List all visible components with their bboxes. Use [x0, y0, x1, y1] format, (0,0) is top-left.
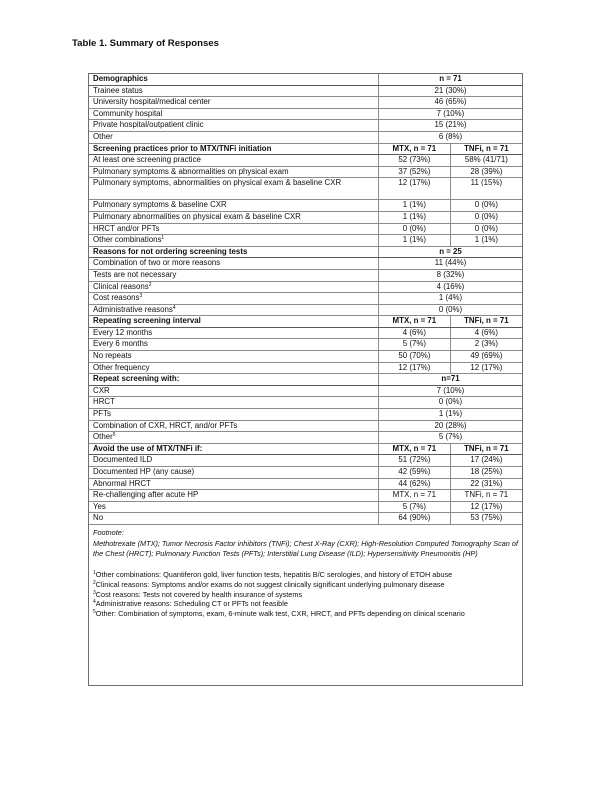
- section-header-demographics: [89, 74, 522, 85]
- section-header-avoid: [89, 443, 522, 455]
- table-row: [89, 281, 522, 293]
- row-label: Other combinations: [93, 235, 162, 245]
- mtx-value: 12 (17%): [379, 178, 451, 200]
- mtx-value: 64 (90%): [379, 513, 451, 525]
- table-row: [89, 178, 522, 200]
- row-label: Re-challenging after acute HP: [89, 490, 379, 502]
- table-row: [89, 120, 522, 132]
- row-value: 0 (0%): [379, 304, 523, 316]
- footnote-marker: 4: [93, 599, 96, 606]
- footnote-marker: 3: [93, 589, 96, 596]
- row-value: 46 (65%): [379, 97, 523, 109]
- mtx-value: 42 (59%): [379, 467, 451, 479]
- footnote-note: [93, 599, 518, 609]
- row-label: Cost reasons: [93, 293, 140, 303]
- mtx-value: 50 (70%): [379, 351, 451, 363]
- tnfi-value: 1 (1%): [450, 235, 522, 247]
- row-label: No repeats: [89, 351, 379, 363]
- row-label: Combination of CXR, HRCT, and/or PFTs: [89, 420, 379, 432]
- section-header-reasons: [89, 246, 522, 258]
- row-value: 4 (16%): [379, 281, 523, 293]
- tnfi-value: 58% (41/71): [450, 155, 522, 167]
- row-label: Other: [93, 432, 113, 442]
- table-row: [89, 490, 522, 502]
- table-row: [89, 513, 522, 525]
- tnfi-value: 49 (69%): [450, 351, 522, 363]
- mtx-value: 52 (73%): [379, 155, 451, 167]
- footnote-marker: 4: [172, 304, 176, 311]
- table-row: [89, 385, 522, 397]
- tnfi-value: 0 (0%): [450, 211, 522, 223]
- row-value: 5 (7%): [379, 432, 523, 444]
- mtx-value: 5 (7%): [379, 339, 451, 351]
- table-row: [89, 293, 522, 305]
- table-row: [89, 131, 522, 143]
- row-label: Other: [89, 131, 379, 143]
- tnfi-value: TNFi, n = 71: [450, 490, 522, 502]
- table-row: [89, 420, 522, 432]
- row-label: At least one screening practice: [89, 155, 379, 167]
- row-label: Private hospital/outpatient clinic: [89, 120, 379, 132]
- footnote-title: Footnote:: [93, 527, 124, 537]
- column-header-tnfi: TNFi, n = 71: [450, 143, 522, 155]
- row-label-cell: [89, 235, 379, 247]
- section-title: Demographics: [89, 74, 379, 85]
- table-row: [89, 235, 522, 247]
- row-value: 20 (28%): [379, 420, 523, 432]
- column-header-mtx: MTX, n = 71: [379, 316, 451, 328]
- tnfi-value: 17 (24%): [450, 455, 522, 467]
- footnote-text: Clinical reasons: Symptoms and/or exams do not suggest clinically significant underlying pulmonary disease: [95, 579, 445, 589]
- sample-size: n = 25: [379, 246, 523, 258]
- tnfi-value: 18 (25%): [450, 467, 522, 479]
- row-value: 15 (21%): [379, 120, 523, 132]
- tnfi-value: 0 (0%): [450, 223, 522, 235]
- table-row: [89, 339, 522, 351]
- row-label: Documented ILD: [89, 455, 379, 467]
- section-header-screening: [89, 143, 522, 155]
- mtx-value: 1 (1%): [379, 235, 451, 247]
- row-label: Community hospital: [89, 108, 379, 120]
- table-title: Table 1. Summary of Responses: [72, 38, 219, 49]
- tnfi-value: 0 (0%): [450, 200, 522, 212]
- section-header-interval: [89, 316, 522, 328]
- footnote-text: Other combinations: Quantiferon gold, liver function tests, hepatitis B/C serologies, and history of ETOH abuse: [95, 569, 453, 579]
- tnfi-value: 2 (3%): [450, 339, 522, 351]
- row-label: University hospital/medical center: [89, 97, 379, 109]
- row-label: Clinical reasons: [93, 281, 149, 291]
- row-label: Trainee status: [89, 85, 379, 97]
- footnote-text: Administrative reasons: Scheduling CT or PFTs not feasible: [95, 599, 288, 609]
- table-row: [89, 211, 522, 223]
- table-row: [89, 223, 522, 235]
- table-row: [89, 166, 522, 178]
- table-row: [89, 409, 522, 421]
- row-label: PFTs: [89, 409, 379, 421]
- footnote-marker: 2: [93, 579, 96, 586]
- footnote-note: [93, 609, 518, 619]
- mtx-value: 1 (1%): [379, 200, 451, 212]
- footnote-note: [93, 590, 518, 600]
- mtx-value: 4 (6%): [379, 327, 451, 339]
- row-label-cell: [89, 281, 379, 293]
- mtx-value: MTX, n = 71: [379, 490, 451, 502]
- table-row: [89, 108, 522, 120]
- footnote-marker: 5: [112, 432, 116, 439]
- row-label: Other frequency: [89, 362, 379, 374]
- mtx-value: 51 (72%): [379, 455, 451, 467]
- row-label: Combination of two or more reasons: [89, 258, 379, 270]
- table-row: [89, 455, 522, 467]
- table-row: [89, 432, 522, 444]
- table-row: [89, 304, 522, 316]
- tnfi-value: 12 (17%): [450, 501, 522, 513]
- row-label: Tests are not necessary: [89, 269, 379, 281]
- row-label: Pulmonary abnormalities on physical exam & baseline CXR: [89, 211, 379, 223]
- footnote-note: [93, 570, 518, 580]
- mtx-value: 44 (62%): [379, 478, 451, 490]
- sample-size: n=71: [379, 374, 523, 386]
- row-label: Pulmonary symptoms & baseline CXR: [89, 200, 379, 212]
- mtx-value: 0 (0%): [379, 223, 451, 235]
- row-label: Administrative reasons: [93, 304, 173, 314]
- row-label: CXR: [89, 385, 379, 397]
- table-row: [89, 200, 522, 212]
- row-value: 0 (0%): [379, 397, 523, 409]
- mtx-value: 37 (52%): [379, 166, 451, 178]
- footnote-text: Other: Combination of symptoms, exam, 6-minute walk test, CXR, HRCT, and PFTs depending on clinical scenario: [95, 609, 465, 619]
- table-row: [89, 97, 522, 109]
- row-value: 6 (8%): [379, 131, 523, 143]
- mtx-value: 12 (17%): [379, 362, 451, 374]
- responses-table: [89, 74, 522, 525]
- mtx-value: 1 (1%): [379, 211, 451, 223]
- section-title: Screening practices prior to MTX/TNFi initiation: [89, 143, 379, 155]
- section-title: Avoid the use of MTX/TNFi if:: [89, 443, 379, 455]
- table-row: [89, 478, 522, 490]
- summary-table: [88, 73, 523, 686]
- table-row: [89, 269, 522, 281]
- section-header-repeat-with: [89, 374, 522, 386]
- table-row: [89, 327, 522, 339]
- table-row: [89, 258, 522, 270]
- row-label: Abnormal HRCT: [89, 478, 379, 490]
- table-row: [89, 397, 522, 409]
- sample-size: n = 71: [379, 74, 523, 85]
- row-label: Yes: [89, 501, 379, 513]
- column-header-mtx: MTX, n = 71: [379, 443, 451, 455]
- row-label-cell: [89, 432, 379, 444]
- footnote-text: Cost reasons: Tests not covered by health insurance of systems: [95, 589, 303, 599]
- footnote-marker: 2: [148, 281, 152, 288]
- section-title: Repeat screening with:: [89, 374, 379, 386]
- row-value: 21 (30%): [379, 85, 523, 97]
- abbreviations: Methotrexate (MTX); Tumor Necrosis Factor inhibitors (TNFi); Chest X-Ray (CXR); High-Resolution Computed Tomography Scan of the Chest (HRCT); Pulmonary Function Tests (PFTs); Interstitial Lung Disease (ILD); Hypersensitivity Pneumonitis (HP): [93, 538, 518, 559]
- footnote-marker: 1: [93, 569, 96, 576]
- footnote-marker: 3: [139, 293, 143, 300]
- row-label: HRCT: [89, 397, 379, 409]
- row-label: Every 12 months: [89, 327, 379, 339]
- column-header-mtx: MTX, n = 71: [379, 143, 451, 155]
- row-value: 7 (10%): [379, 108, 523, 120]
- footnote-notes: [93, 570, 518, 620]
- row-label: Pulmonary symptoms, abnormalities on physical exam & baseline CXR: [89, 178, 379, 200]
- row-value: 1 (1%): [379, 409, 523, 421]
- row-label: Pulmonary symptoms & abnormalities on physical exam: [89, 166, 379, 178]
- tnfi-value: 53 (75%): [450, 513, 522, 525]
- column-header-tnfi: TNFi, n = 71: [450, 443, 522, 455]
- row-value: 11 (44%): [379, 258, 523, 270]
- footnote-marker: 1: [161, 235, 165, 242]
- row-label: No: [89, 513, 379, 525]
- footnote-note: [93, 580, 518, 590]
- footnote-marker: 5: [93, 609, 96, 616]
- tnfi-value: 12 (17%): [450, 362, 522, 374]
- section-title: Reasons for not ordering screening tests: [89, 246, 379, 258]
- tnfi-value: 22 (31%): [450, 478, 522, 490]
- tnfi-value: 11 (15%): [450, 178, 522, 200]
- table-footnote: [89, 525, 522, 619]
- row-label: Every 6 months: [89, 339, 379, 351]
- column-header-tnfi: TNFi, n = 71: [450, 316, 522, 328]
- tnfi-value: 4 (6%): [450, 327, 522, 339]
- row-value: 1 (4%): [379, 293, 523, 305]
- table-row: [89, 501, 522, 513]
- table-row: [89, 85, 522, 97]
- table-row: [89, 362, 522, 374]
- table-row: [89, 351, 522, 363]
- row-label-cell: [89, 304, 379, 316]
- row-label-cell: [89, 293, 379, 305]
- table-row: [89, 467, 522, 479]
- mtx-value: 5 (7%): [379, 501, 451, 513]
- row-label: Documented HP (any cause): [89, 467, 379, 479]
- row-value: 8 (32%): [379, 269, 523, 281]
- row-value: 7 (10%): [379, 385, 523, 397]
- table-row: [89, 155, 522, 167]
- row-label: HRCT and/or PFTs: [89, 223, 379, 235]
- section-title: Repeating screening interval: [89, 316, 379, 328]
- tnfi-value: 28 (39%): [450, 166, 522, 178]
